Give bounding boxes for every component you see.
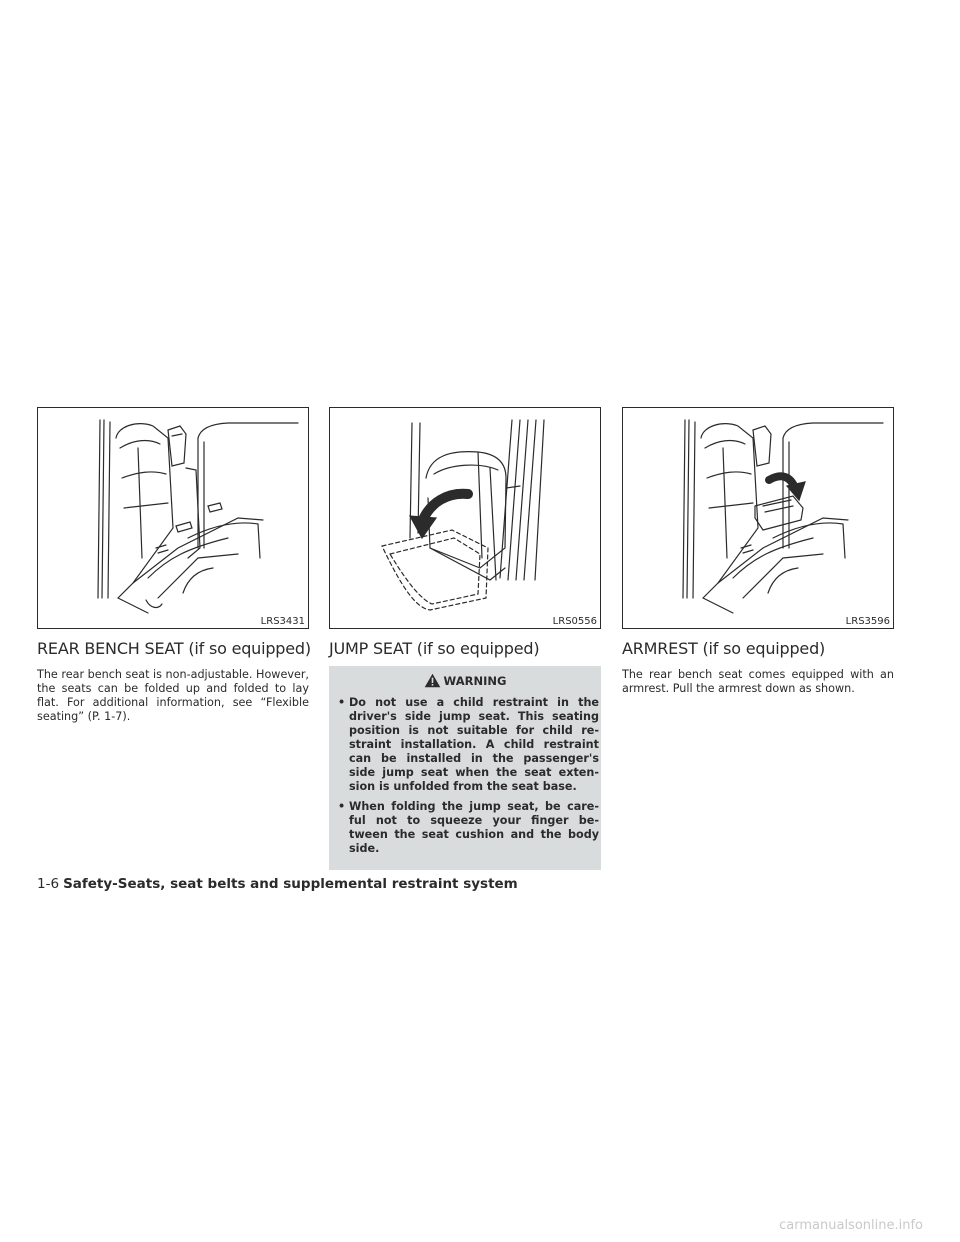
warning-item-text: When folding the jump seat, be care-ful not to squeeze your finger be-tween the seat cushion and the body side. <box>349 800 599 855</box>
section-body: The rear bench seat comes equipped with an armrest. Pull the armrest down as shown. <box>622 668 894 695</box>
jump-seat-illustration <box>329 407 601 629</box>
armrest-illustration <box>622 407 894 629</box>
warning-box <box>329 666 601 870</box>
jump-seat-drawing <box>330 408 600 628</box>
warning-list <box>329 696 601 856</box>
warning-item <box>329 696 601 794</box>
figure-id: LRS3596 <box>845 616 890 627</box>
section-armrest <box>622 407 894 696</box>
chapter-title: Safety-Seats, seat belts and supplemental restraint system <box>63 876 518 892</box>
watermark: carmanualsonline.info <box>779 1218 923 1233</box>
page-number: 1-6 <box>37 876 60 892</box>
figure-id: LRS3431 <box>260 616 305 627</box>
section-body: The rear bench seat is non-adjustable. However, the seats can be folded up and folded to lay flat. For additional information, see “Flexible seating” (P. 1-7). <box>37 668 309 723</box>
section-heading: REAR BENCH SEAT (if so equipped) <box>37 639 311 658</box>
rear-bench-seat-drawing <box>38 408 308 628</box>
bullet: • <box>338 800 346 813</box>
figure-id: LRS0556 <box>552 616 597 627</box>
warning-header <box>329 672 601 690</box>
section-heading: JUMP SEAT (if so equipped) <box>329 639 540 658</box>
warning-item-text: Do not use a child restraint in the driver's side jump seat. This seating position is not suitable for child re-straint installation. A child restraint can be installed in the passenger's side jump seat when the seat exten-sion is unfolded from the seat base. <box>349 696 599 793</box>
bullet: • <box>338 696 346 709</box>
warning-triangle-icon <box>424 673 441 688</box>
section-rear-bench-seat <box>37 407 309 724</box>
page-footer <box>37 876 518 892</box>
armrest-drawing <box>623 408 893 628</box>
rear-bench-seat-illustration <box>37 407 309 629</box>
section-heading: ARMREST (if so equipped) <box>622 639 826 658</box>
section-jump-seat <box>329 407 601 870</box>
warning-item <box>329 800 601 856</box>
warning-title: WARNING <box>443 674 507 688</box>
